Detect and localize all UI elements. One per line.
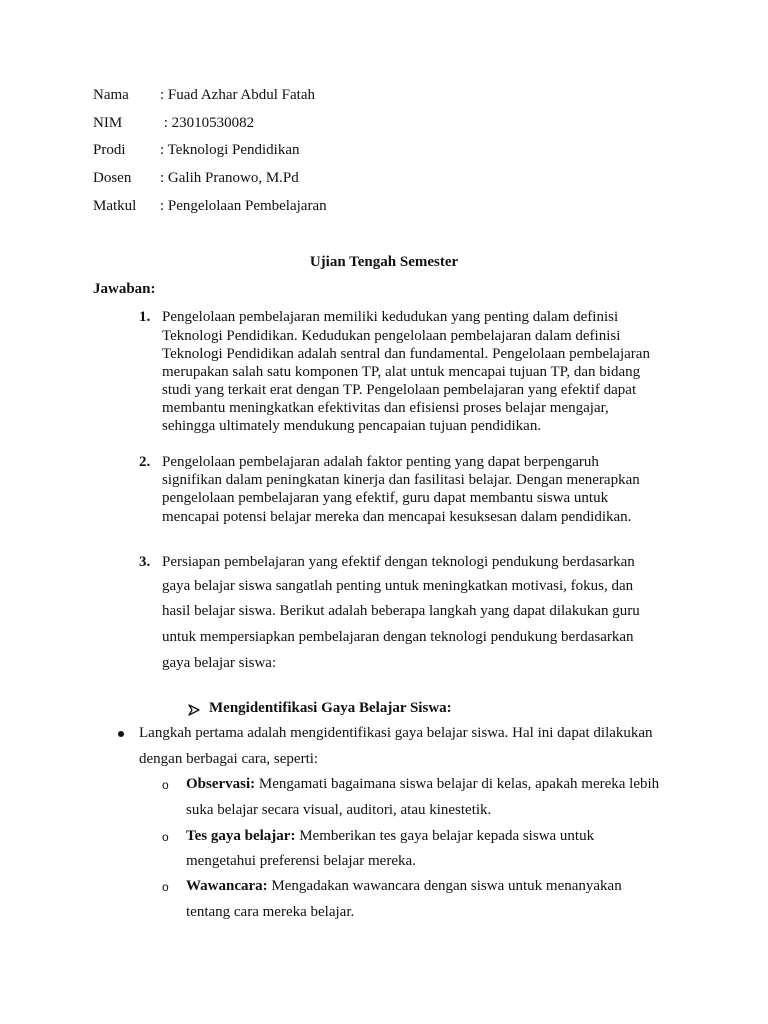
subitem-marker: o (162, 830, 169, 844)
dosen-label: Dosen (93, 170, 132, 186)
answer-line: Pengelolaan pembelajaran adalah faktor penting yang dapat berpengaruh (162, 454, 599, 470)
answer-line: Teknologi Pendidikan. Kedudukan pengelolaan pembelajaran dalam definisi (162, 328, 621, 344)
subitem-line: suka belajar secara visual, auditori, atau kinestetik. (186, 802, 492, 818)
answer-line: untuk mempersiapkan pembelajaran dengan teknologi pendukung berdasarkan (162, 629, 634, 645)
answer-line: pengelolaan pembelajaran yang efektif, guru dapat membantu siswa untuk (162, 490, 609, 506)
answer-line: mencapai potensi belajar mereka dan mencapai kesuksesan dalam pendidikan. (162, 509, 632, 525)
answer-line: Persiapan pembelajaran yang efektif dengan teknologi pendukung berdasarkan (162, 554, 635, 570)
subitem-marker: o (162, 778, 169, 792)
answers-label: Jawaban: (93, 281, 156, 297)
subitem-line (186, 776, 659, 793)
answer-line: Teknologi Pendidikan adalah sentral dan fundamental. Pengelolaan pembelajaran (162, 346, 650, 362)
subitem-line (186, 878, 622, 895)
prodi-label: Prodi (93, 142, 126, 158)
subitem-term: Tes gaya belajar: (186, 828, 296, 844)
answer-line: signifikan dalam peningkatan kinerja dan fasilitasi belajar. Dengan menerapkan (162, 472, 640, 488)
answer-number: 1. (139, 309, 151, 325)
answer-line: gaya belajar siswa sangatlah penting untuk meningkatkan motivasi, fokus, dan (162, 578, 634, 594)
section-heading-text: Mengidentifikasi Gaya Belajar Siswa: (209, 700, 452, 716)
page-title: Ujian Tengah Semester (309, 254, 459, 270)
answer-line: gaya belajar siswa: (162, 655, 277, 671)
nim-label: NIM (93, 115, 123, 131)
answer-line: sehingga ultimately mendukung pencapaian tujuan pendidikan. (162, 418, 542, 434)
name-value: : Fuad Azhar Abdul Fatah (160, 87, 315, 103)
answer-number: 3. (139, 554, 151, 570)
name-label: Nama (93, 87, 129, 103)
subitem-desc: Memberikan tes gaya belajar kepada siswa untuk (295, 828, 595, 844)
dosen-value: : Galih Pranowo, M.Pd (160, 170, 299, 186)
bullet-line: dengan berbagai cara, seperti: (139, 751, 319, 767)
bullet-line: Langkah pertama adalah mengidentifikasi gaya belajar siswa. Hal ini dapat dilakukan (139, 725, 653, 741)
answer-line: Pengelolaan pembelajaran memiliki kedudukan yang penting dalam definisi (162, 309, 619, 325)
arrow-bullet-icon (188, 702, 200, 716)
answer-line: membantu meningkatkan efektivitas dan efisiensi proses belajar mengajar, (162, 400, 609, 416)
subitem-line: tentang cara mereka belajar. (186, 904, 355, 920)
subitem-term: Wawancara: (186, 878, 268, 894)
answer-number: 2. (139, 454, 151, 470)
subitem-line (186, 828, 594, 845)
subitem-line: mengetahui preferensi belajar mereka. (186, 853, 416, 869)
answer-line: merupakan salah satu komponen TP, alat untuk mencapai tujuan TP, dan bidang (162, 364, 641, 380)
subitem-desc: Mengamati bagaimana siswa belajar di kelas, apakah mereka lebih (255, 776, 660, 792)
prodi-value: : Teknologi Pendidikan (160, 142, 300, 158)
filled-circle-bullet-icon (118, 731, 124, 737)
answer-line: studi yang terkait erat dengan TP. Pengelolaan pembelajaran yang efektif dapat (162, 382, 637, 398)
subitem-term: Observasi: (186, 776, 256, 792)
matkul-value: : Pengelolaan Pembelajaran (160, 198, 327, 214)
subitem-desc: Mengadakan wawancara dengan siswa untuk menanyakan (267, 878, 622, 894)
nim-value: : 23010530082 (160, 115, 255, 131)
answer-line: hasil belajar siswa. Berikut adalah beberapa langkah yang dapat dilakukan guru (162, 603, 640, 619)
subitem-marker: o (162, 880, 169, 894)
matkul-label: Matkul (93, 198, 137, 214)
